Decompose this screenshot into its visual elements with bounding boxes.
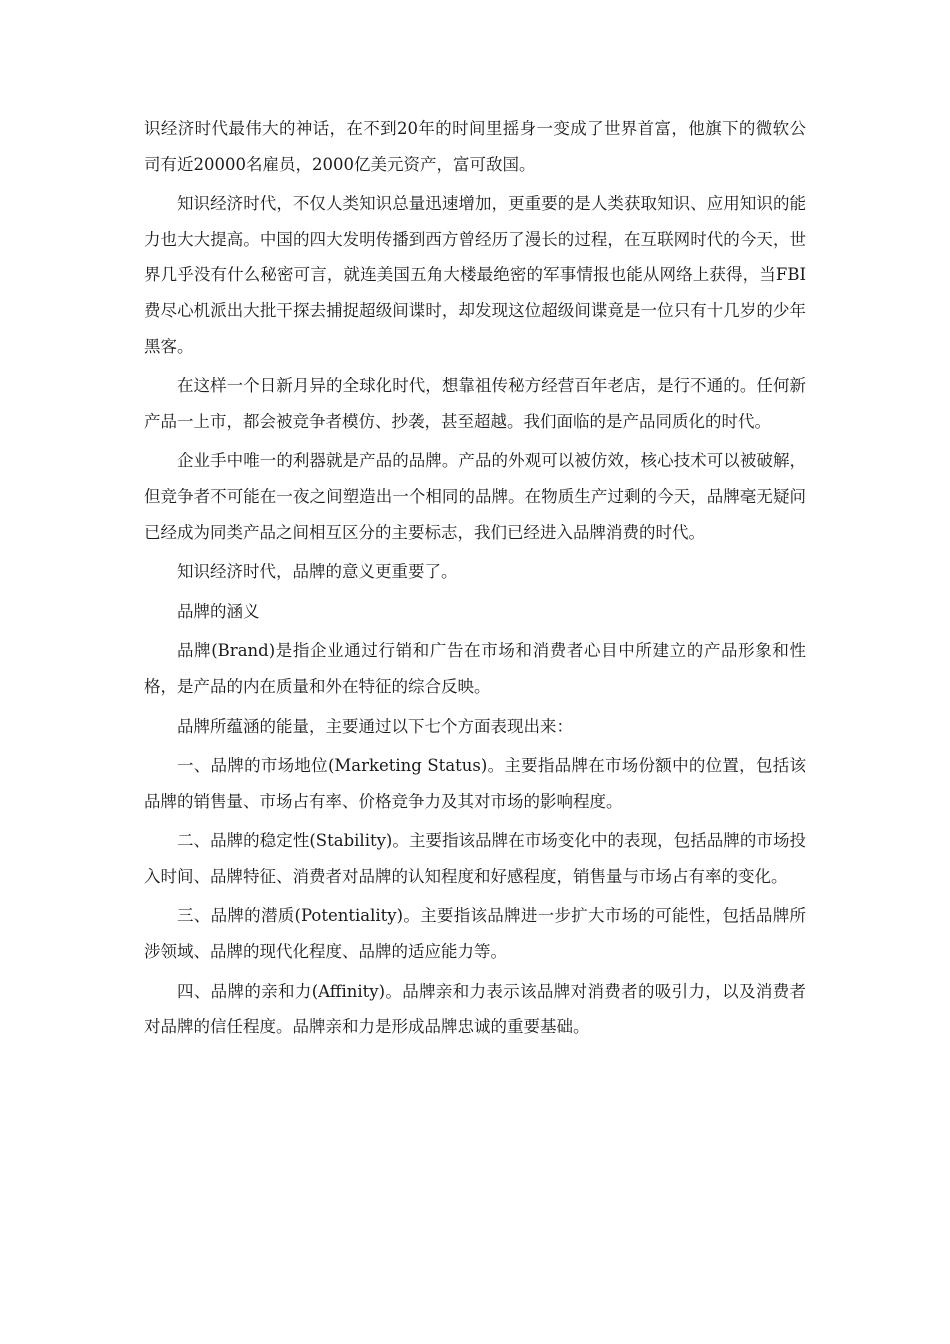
- list-item-affinity: 四、品牌的亲和力(Affinity)。品牌亲和力表示该品牌对消费者的吸引力，以及消费者对品牌的信任程度。品牌亲和力是形成品牌忠诚的重要基础。: [144, 981, 806, 1037]
- document-body: [144, 111, 806, 1049]
- paragraph-1: 识经济时代最伟大的神话，在不到20年的时间里摇身一变成了世界首富，他旗下的微软公司有近20000名雇员，2000亿美元资产，富可敌国。: [144, 119, 806, 174]
- paragraph-5: 知识经济时代，品牌的意义更重要了。: [177, 562, 458, 582]
- paragraph-brand-energy-intro: 品牌所蕴涵的能量，主要通过以下七个方面表现出来：: [177, 716, 573, 736]
- paragraph-4: 企业手中唯一的利器就是产品的品牌。产品的外观可以被仿效，核心技术可以被破解，但竞争者不可能在一夜之间塑造出一个相同的品牌。在物质生产过剩的今天，品牌毫无疑问已经成为同类产品之间相互区分的主要标志，我们已经进入品牌消费的时代。: [144, 451, 806, 542]
- paragraph-3: 在这样一个日新月异的全球化时代，想靠祖传秘方经营百年老店，是行不通的。任何新产品一上市，都会被竞争者模仿、抄袭，甚至超越。我们面临的是产品同质化的时代。: [144, 376, 806, 431]
- list-item-potentiality: 三、品牌的潜质(Potentiality)。主要指该品牌进一步扩大市场的可能性，包括品牌所涉领域、品牌的现代化程度、品牌的适应能力等。: [144, 906, 806, 962]
- list-item-market-status: 一、品牌的市场地位(Marketing Status)。主要指品牌在市场份额中的位置，包括该品牌的销售量、市场占有率、价格竞争力及其对市场的影响程度。: [144, 756, 806, 811]
- section-heading-brand-meaning: 品牌的涵义: [177, 601, 260, 621]
- paragraph-2: 知识经济时代，不仅人类知识总量迅速增加，更重要的是人类获取知识、应用知识的能力也大大提高。中国的四大发明传播到西方曾经历了漫长的过程，在互联网时代的今天，世界几乎没有什么秘密可言，就连美国五角大楼最绝密的军事情报也能从网络上获得，当FBI费尽心机派出大批干探去捕捉超级间谍时，却发现这位超级间谍竟是一位只有十几岁的少年黑客。: [144, 194, 806, 356]
- paragraph-brand-definition: 品牌(Brand)是指企业通过行销和广告在市场和消费者心目中所建立的产品形象和性格，是产品的内在质量和外在特征的综合反映。: [144, 641, 806, 696]
- list-item-stability: 二、品牌的稳定性(Stability)。主要指该品牌在市场变化中的表现，包括品牌的市场投入时间、品牌特征、消费者对品牌的认知程度和好感程度，销售量与市场占有率的变化。: [144, 831, 806, 886]
